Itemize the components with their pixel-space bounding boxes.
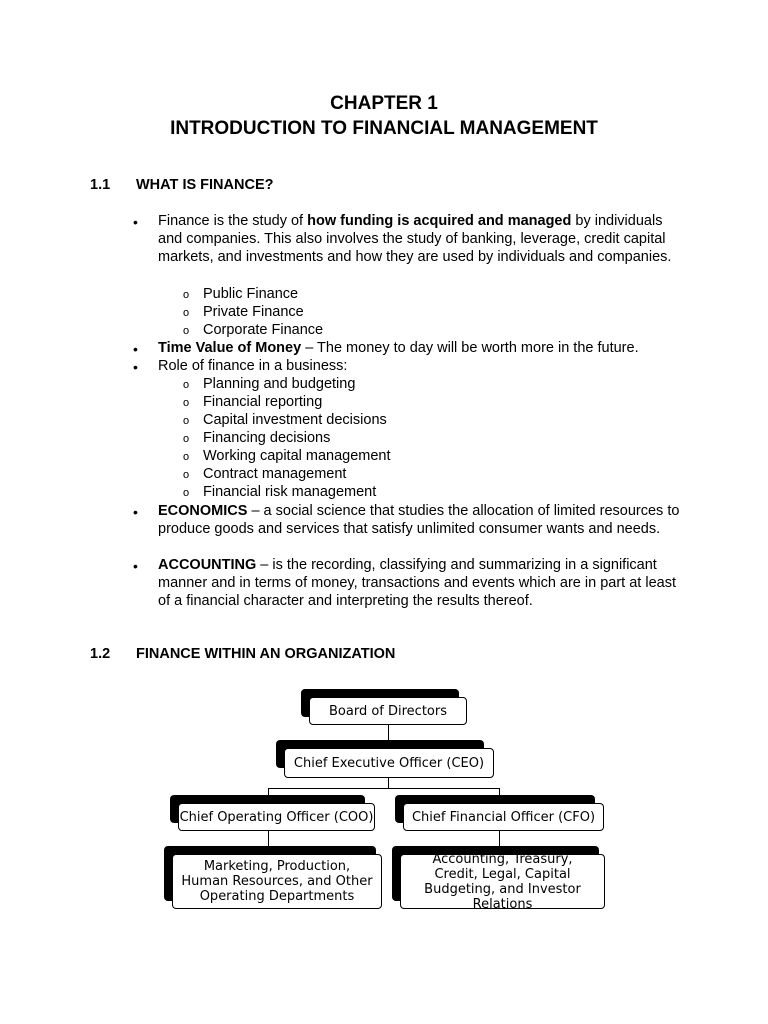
sub-marker: o [183, 397, 190, 409]
role-of-finance: Role of finance in a business: [158, 358, 348, 374]
connector-line [388, 777, 389, 788]
list-item [159, 447, 391, 465]
economics-bold: ECONOMICS [158, 503, 248, 519]
list-item [159, 393, 323, 411]
accounting-text: – is the recording, classifying and summarizing in a significant manner and in terms of money, transactions and events which are in part at least of a financial character and interpreting the results thereof. [158, 557, 676, 609]
list-item-text: Financing decisions [203, 430, 331, 446]
section-title: FINANCE WITHIN AN ORGANIZATION [136, 646, 396, 662]
ceo-box: Chief Executive Officer (CEO) [284, 748, 494, 778]
operating-departments-box: Marketing, Production, Human Resources, and Other Operating Departments [172, 854, 382, 909]
sub-marker: o [183, 433, 190, 445]
list-item-text: Public Finance [203, 286, 299, 302]
list-item [159, 321, 324, 339]
bullet-marker: • [133, 558, 138, 574]
economics-text: – a social science that studies the allocation of limited resources to produce goods and services that satisfy unlimited consumer wants and needs. [158, 503, 680, 537]
list-item [159, 285, 299, 303]
section-heading-1-2 [90, 646, 395, 662]
sub-marker: o [183, 307, 190, 319]
list-item [159, 303, 304, 321]
list-item-text: Financial risk management [203, 484, 377, 500]
coo-box: Chief Operating Officer (COO) [178, 803, 375, 831]
section-number: 1.2 [90, 646, 111, 662]
chapter-title: INTRODUCTION TO FINANCIAL MANAGEMENT [170, 118, 598, 139]
section-heading-1-1 [90, 177, 273, 193]
sub-marker: o [183, 487, 190, 499]
finance-definition [158, 212, 688, 266]
definition-bold: how funding is acquired and managed [307, 213, 572, 229]
bullet-marker: • [133, 504, 138, 520]
list-item [159, 375, 356, 393]
bullet-marker: • [133, 341, 138, 357]
list-item-text: Planning and budgeting [203, 376, 356, 392]
list-item-text: Capital investment decisions [203, 412, 387, 428]
tvm-text: – The money to day will be worth more in the future. [301, 340, 639, 356]
list-item [159, 465, 347, 483]
cfo-box: Chief Financial Officer (CFO) [403, 803, 604, 831]
list-item [159, 429, 331, 447]
list-item-text: Working capital management [203, 448, 391, 464]
finance-departments-box: Accounting, Treasury, Credit, Legal, Capital Budgeting, and Investor Relations [400, 854, 605, 909]
connector-line [268, 788, 500, 789]
section-number: 1.1 [90, 177, 111, 193]
list-item-text: Private Finance [203, 304, 304, 320]
list-item-text: Contract management [203, 466, 347, 482]
sub-marker: o [183, 289, 190, 301]
bullet-marker: • [133, 214, 138, 230]
accounting-bold: ACCOUNTING [158, 557, 257, 573]
definition-post: by individuals and companies. This also involves the study of banking, leverage, credit capital markets, and investments and how they are used by individuals and companies. [158, 213, 672, 265]
list-item-text: Corporate Finance [203, 322, 324, 338]
tvm-bold: Time Value of Money [158, 340, 302, 356]
chapter-number: CHAPTER 1 [330, 93, 438, 114]
economics-definition [158, 502, 688, 538]
list-item-text: Financial reporting [203, 394, 323, 410]
accounting-definition [158, 556, 688, 610]
section-title: WHAT IS FINANCE? [136, 177, 274, 193]
board-of-directors-box: Board of Directors [309, 697, 467, 725]
bullet-marker: • [133, 359, 138, 375]
sub-marker: o [183, 379, 190, 391]
definition-pre: Finance is the study of [158, 213, 308, 229]
sub-marker: o [183, 325, 190, 337]
time-value-of-money [158, 339, 688, 357]
sub-marker: o [183, 469, 190, 481]
list-item [159, 411, 387, 429]
sub-marker: o [183, 415, 190, 427]
sub-marker: o [183, 451, 190, 463]
list-item [159, 483, 377, 501]
